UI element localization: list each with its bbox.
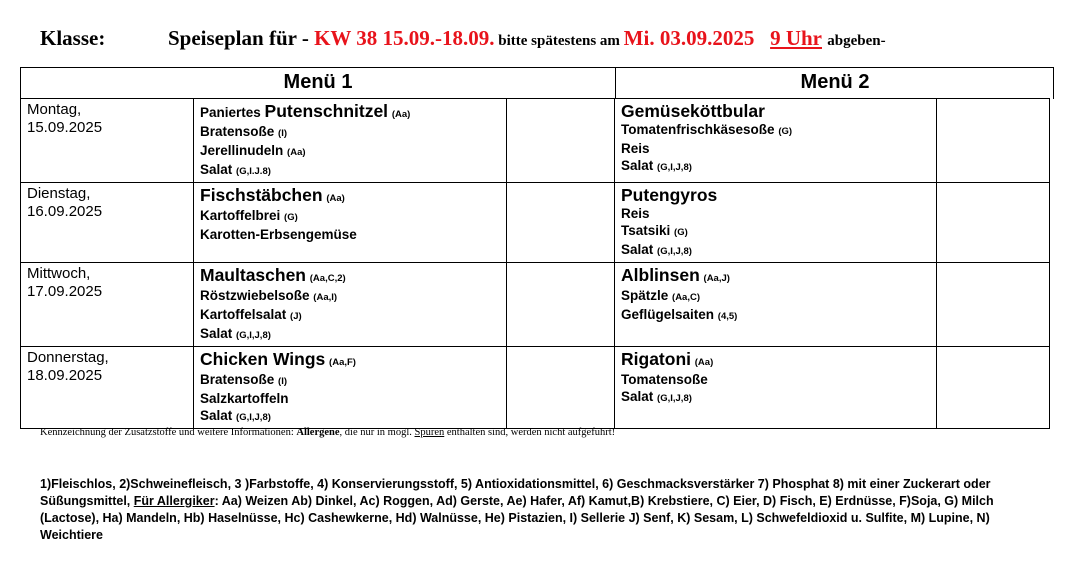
deadline-suffix: abgeben-	[827, 33, 886, 49]
side-dish-name: Jerellinudeln	[200, 143, 284, 158]
side-dish-line	[621, 140, 930, 157]
side-dish-name: Salat	[200, 326, 233, 341]
side-dish-allergens: (I)	[278, 376, 288, 387]
side-dish-name: Salat	[200, 162, 233, 177]
day-name: Mittwoch,	[27, 265, 91, 282]
note-spuren: Spuren	[414, 427, 445, 438]
day-cell	[21, 347, 194, 429]
note-text-2: , die nur in mögl.	[339, 427, 415, 438]
side-dish-allergens: (G,I,J,8)	[657, 246, 692, 257]
order-box-menu-2	[937, 263, 1050, 347]
menu-1-cell	[194, 183, 507, 263]
day-row	[21, 263, 1050, 347]
side-dish-allergens: (G,I,J,8)	[236, 412, 271, 423]
side-dish-line	[200, 123, 500, 142]
side-dish-allergens: (G,I,J,8)	[657, 162, 692, 173]
main-dish-line	[200, 185, 500, 207]
legend-additives: 1)Fleischlos, 2)Schweinefleisch, 3 )Farbstoffe, 4) Konservierungsstoff, 5) Antioxidationsmittel, 6) Geschmacksverstärker 7) Phosphat 8) mit einer Zuckerart oder Süßungsmittel,	[40, 477, 991, 508]
menu-2-heading: Menü 2	[800, 71, 870, 93]
menu-2-cell	[615, 263, 937, 347]
side-dish-line	[200, 161, 500, 180]
title-prefix: Speiseplan für -	[168, 26, 315, 50]
side-dish-line	[621, 388, 930, 407]
day-cell	[21, 99, 194, 183]
side-dish-name: Kartoffelsalat	[200, 307, 287, 322]
side-dish-allergens: (G)	[284, 212, 298, 223]
side-dish-line	[621, 306, 930, 325]
main-dish-line	[621, 101, 930, 121]
additives-legend	[40, 476, 1040, 544]
side-dish-allergens: (Aa,C)	[672, 292, 701, 303]
side-dish-allergens: (G,I.J.8)	[236, 166, 271, 177]
side-dish-line	[200, 287, 500, 306]
order-box-menu-2	[937, 183, 1050, 263]
main-dish-name: Fischstäbchen	[200, 185, 323, 205]
order-box-menu-1	[507, 347, 615, 429]
side-dish-allergens: (G,I,J,8)	[236, 330, 271, 341]
side-dish-name: Salzkartoffeln	[200, 391, 289, 406]
day-name: Dienstag,	[27, 185, 91, 202]
side-dish-line	[621, 287, 930, 306]
side-dish-allergens: (Aa,I)	[313, 292, 338, 303]
main-dish-allergens: (Aa,C,2)	[309, 273, 346, 284]
side-dish-allergens: (Aa)	[287, 147, 306, 158]
main-dish-allergens: (Aa)	[694, 357, 714, 368]
deadline-text: bitte spätestens am	[494, 33, 624, 49]
main-dish-allergens: (Aa,F)	[329, 357, 356, 368]
side-dish-allergens: (G,I,J,8)	[657, 393, 692, 404]
main-dish-line	[200, 101, 500, 123]
order-box-menu-1	[507, 183, 615, 263]
day-name: Donnerstag,	[27, 349, 109, 366]
side-dish-name: Tomatenfrischkäsesoße	[621, 122, 775, 137]
menu-header-row	[20, 67, 1054, 99]
week-range: KW 38 15.09.-18.09.	[314, 26, 495, 50]
day-date: 17.09.2025	[27, 283, 103, 300]
order-box-menu-1	[507, 263, 615, 347]
main-dish-name: Rigatoni	[621, 349, 691, 369]
side-dish-name: Röstzwiebelsoße	[200, 288, 310, 303]
day-row	[21, 347, 1050, 429]
side-dish-allergens: (G)	[674, 227, 688, 238]
side-dish-name: Reis	[621, 141, 650, 156]
day-cell	[21, 183, 194, 263]
side-dish-line	[621, 241, 930, 260]
side-dish-line	[621, 371, 930, 388]
day-name: Montag,	[27, 101, 82, 118]
main-dish-line	[621, 265, 930, 287]
class-label: Klasse:	[40, 26, 106, 50]
side-dish-allergens: (J)	[290, 311, 302, 322]
main-dish-allergens: (Aa,J)	[703, 273, 730, 284]
main-dish-allergens: (Aa)	[391, 109, 411, 120]
day-row	[21, 183, 1050, 263]
note-text-3: enthalten sind, werden nicht aufgeführt!	[444, 427, 616, 438]
side-dish-line	[200, 371, 500, 390]
main-dish-name: Maultaschen	[200, 265, 306, 285]
side-dish-line	[621, 157, 930, 176]
side-dish-line	[200, 207, 500, 226]
menu-plan-title	[168, 26, 886, 51]
day-date: 18.09.2025	[27, 367, 103, 384]
order-box-menu-2	[937, 347, 1050, 429]
menu-1-heading: Menü 1	[21, 68, 616, 99]
side-dish-name: Bratensoße	[200, 124, 275, 139]
side-dish-line	[200, 306, 500, 325]
deadline-time: 9 Uhr	[770, 26, 822, 50]
main-dish-line	[200, 349, 500, 371]
side-dish-name: Spätzle	[621, 288, 669, 303]
main-dish-name: Gemüseköttbular	[621, 101, 765, 121]
side-dish-name: Tomatensoße	[621, 372, 708, 387]
note-text: Kennzeichnung der Zusatzstoffe und weitere Informationen:	[40, 427, 297, 438]
side-dish-name: Salat	[621, 389, 654, 404]
side-dish-line	[200, 390, 500, 407]
side-dish-line	[621, 222, 930, 241]
menu-1-cell	[194, 99, 507, 183]
side-dish-line	[621, 205, 930, 222]
side-dish-line	[200, 226, 500, 243]
side-dish-allergens: (I)	[278, 128, 288, 139]
menu-2-cell	[615, 347, 937, 429]
menu-2-cell	[615, 183, 937, 263]
side-dish-name: Karotten-Erbsengemüse	[200, 227, 357, 242]
main-dish-line	[621, 349, 930, 371]
main-dish-name: Chicken Wings	[200, 349, 326, 369]
day-date: 15.09.2025	[27, 119, 103, 136]
main-dish-name: Alblinsen	[621, 265, 700, 285]
side-dish-name: Kartoffelbrei	[200, 208, 281, 223]
main-dish-prefix: Paniertes	[200, 105, 265, 120]
legend-allergiker: Für Allergiker	[133, 494, 215, 508]
side-dish-name: Reis	[621, 206, 650, 221]
side-dish-name: Salat	[621, 242, 654, 257]
legend-allergens: : Aa) Weizen Ab) Dinkel, Ac) Roggen, Ad) Gerste, Ae) Hafer, Af) Kamut,B) Krebstiere, C) Eier, D) Fisch, E) Erdnüsse, F)Soja, G) Milch (Lactose), Ha) Mandeln, Hb) Haselnüsse, Hc) Cashewkerne, Hd) Walnüsse, He) Pistazien, I) Sellerie J) Senf, K) Sesam, L) Schwefeldioxid u. Sulfite, M) Lupine, N) Weichtiere	[40, 494, 994, 542]
main-dish-name: Putengyros	[621, 185, 718, 205]
side-dish-line	[200, 142, 500, 161]
side-dish-line	[200, 325, 500, 344]
order-box-menu-1	[507, 99, 615, 183]
additives-note	[40, 427, 615, 438]
order-box-menu-2	[937, 99, 1050, 183]
side-dish-name: Bratensoße	[200, 372, 275, 387]
menu-1-cell	[194, 263, 507, 347]
side-dish-name: Salat	[200, 408, 233, 423]
side-dish-allergens: (4,5)	[717, 311, 738, 322]
main-dish-allergens: (Aa)	[326, 193, 345, 204]
note-allergene: Allergene	[296, 427, 340, 438]
menu-plan-table	[20, 98, 1050, 429]
day-date: 16.09.2025	[27, 203, 103, 220]
main-dish-line	[621, 185, 930, 205]
main-dish-name: Putenschnitzel	[264, 101, 389, 121]
menu-1-cell	[194, 347, 507, 429]
day-row	[21, 99, 1050, 183]
deadline-date: Mi. 03.09.2025	[623, 26, 755, 50]
side-dish-name: Tsatsiki	[621, 223, 671, 238]
side-dish-line	[621, 121, 930, 140]
menu-2-cell	[615, 99, 937, 183]
side-dish-name: Salat	[621, 158, 654, 173]
day-cell	[21, 263, 194, 347]
main-dish-line	[200, 265, 500, 287]
side-dish-name: Geflügelsaiten	[621, 307, 715, 322]
side-dish-allergens: (G)	[778, 126, 793, 137]
side-dish-line	[200, 407, 500, 426]
